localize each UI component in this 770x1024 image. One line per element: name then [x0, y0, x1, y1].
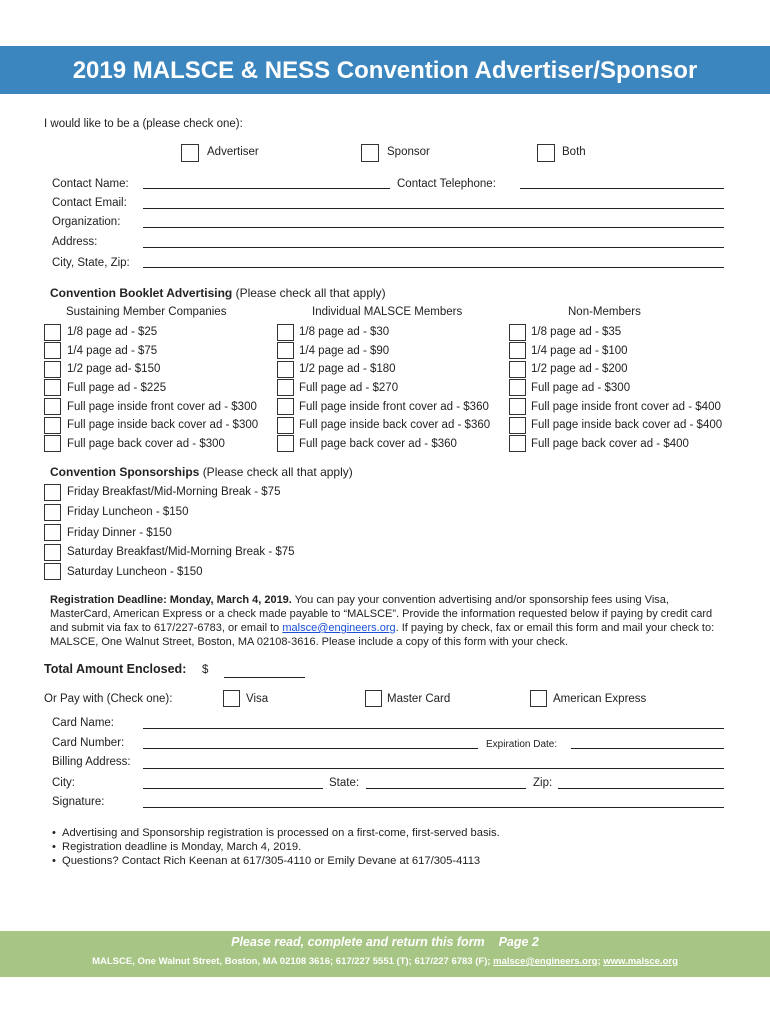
sponsorship-title: Convention Sponsorships	[50, 465, 200, 479]
sustaining-header: Sustaining Member Companies	[66, 306, 227, 318]
nonmember-eighth-label: 1/8 page ad - $35	[531, 326, 622, 338]
sustaining-back-cover-label: Full page back cover ad - $300	[67, 438, 225, 450]
visa-label: Visa	[246, 693, 269, 705]
nonmember-back-cover-checkbox[interactable]	[509, 435, 526, 452]
contact-email-field[interactable]	[143, 208, 724, 209]
currency-symbol: $	[202, 664, 209, 676]
contact-email-label: Contact Email:	[52, 197, 127, 209]
individual-back-cover-checkbox[interactable]	[277, 435, 294, 452]
sustaining-front-cover-label: Full page inside front cover ad - $300	[67, 401, 257, 413]
sponsor-checkbox[interactable]	[361, 144, 379, 162]
footer-address: MALSCE, One Walnut Street, Boston, MA 02108 3616; 617/227 5551 (T); 617/227 6783 (F);	[92, 956, 494, 967]
address-label: Address:	[52, 236, 98, 248]
sustaining-inside-back-checkbox[interactable]	[44, 417, 61, 434]
pay-with-label: Or Pay with (Check one):	[44, 693, 173, 705]
friday-dinner-label: Friday Dinner - $150	[67, 527, 172, 539]
friday-luncheon-checkbox[interactable]	[44, 504, 61, 521]
sponsorship-section-heading	[50, 465, 353, 479]
mastercard-label: Master Card	[387, 693, 451, 705]
nonmember-inside-back-checkbox[interactable]	[509, 417, 526, 434]
card-number-label: Card Number:	[52, 737, 125, 749]
contact-telephone-field[interactable]	[520, 188, 724, 189]
both-label: Both	[562, 146, 586, 158]
advertiser-checkbox[interactable]	[181, 144, 199, 162]
signature-field[interactable]	[143, 807, 724, 808]
city-state-zip-label: City, State, Zip:	[52, 257, 130, 269]
individual-back-cover-label: Full page back cover ad - $360	[299, 438, 457, 450]
organization-label: Organization:	[52, 216, 121, 228]
contact-name-label: Contact Name:	[52, 178, 129, 190]
expiration-label: Expiration Date:	[486, 739, 558, 750]
expiration-field[interactable]	[571, 748, 724, 749]
nonmember-inside-back-label: Full page inside back cover ad - $400	[531, 419, 723, 431]
footer-instruction: Please read, complete and return this form Page 2	[231, 935, 539, 949]
billing-address-label: Billing Address:	[52, 756, 131, 768]
sustaining-quarter-checkbox[interactable]	[44, 342, 61, 359]
billing-zip-field[interactable]	[558, 788, 724, 789]
individual-header: Individual MALSCE Members	[312, 306, 463, 318]
nonmember-half-checkbox[interactable]	[509, 361, 526, 378]
footer-separator: ;	[597, 956, 604, 967]
nonmember-half-label: 1/2 page ad - $200	[531, 363, 628, 375]
friday-dinner-checkbox[interactable]	[44, 524, 61, 541]
nonmember-full-label: Full page ad - $300	[531, 382, 631, 394]
saturday-luncheon-label: Saturday Luncheon - $150	[67, 566, 203, 578]
sustaining-half-checkbox[interactable]	[44, 361, 61, 378]
deadline-text-2: . If paying by check, fax or email this form and mail your check to: MALSCE, One Walnut Street, Boston, MA 02108-3616. Please include a copy of this form with your check.	[50, 622, 715, 648]
individual-front-cover-label: Full page inside front cover ad - $360	[299, 401, 489, 413]
both-checkbox[interactable]	[537, 144, 555, 162]
individual-half-label: 1/2 page ad - $180	[299, 363, 396, 375]
nonmember-front-cover-checkbox[interactable]	[509, 398, 526, 415]
organization-field[interactable]	[143, 227, 724, 228]
contact-telephone-label: Contact Telephone:	[397, 178, 496, 190]
nonmember-header: Non-Members	[568, 306, 641, 318]
saturday-luncheon-checkbox[interactable]	[44, 563, 61, 580]
nonmember-eighth-checkbox[interactable]	[509, 324, 526, 341]
nonmember-front-cover-label: Full page inside front cover ad - $400	[531, 401, 721, 413]
card-name-label: Card Name:	[52, 717, 114, 729]
booklet-section-heading	[50, 286, 386, 300]
nonmember-full-checkbox[interactable]	[509, 379, 526, 396]
deadline-text-1: You can pay your convention advertising and/or sponsorship fees using Visa, MasterCard, American Express or a check made payable to “MALSCE”. Provide the information requested below if paying by credit card and submit via fax to 617/227-6783, or email to	[50, 594, 713, 634]
total-amount-label: Total Amount Enclosed:	[44, 662, 187, 676]
billing-address-field[interactable]	[143, 768, 724, 769]
advertiser-label: Advertiser	[207, 146, 259, 158]
sustaining-full-label: Full page ad - $225	[67, 382, 167, 394]
individual-inside-back-label: Full page inside back cover ad - $360	[299, 419, 491, 431]
card-name-field[interactable]	[143, 728, 724, 729]
signature-label: Signature:	[52, 796, 105, 808]
booklet-title: Convention Booklet Advertising	[50, 286, 233, 300]
individual-eighth-checkbox[interactable]	[277, 324, 294, 341]
sponsor-label: Sponsor	[387, 146, 430, 158]
nonmember-quarter-checkbox[interactable]	[509, 342, 526, 359]
visa-checkbox[interactable]	[223, 690, 240, 707]
friday-breakfast-checkbox[interactable]	[44, 484, 61, 501]
billing-zip-label: Zip:	[533, 777, 553, 789]
sustaining-eighth-checkbox[interactable]	[44, 324, 61, 341]
footer-website-link[interactable]: www.malsce.org	[603, 956, 678, 967]
friday-luncheon-label: Friday Luncheon - $150	[67, 506, 189, 518]
sustaining-half-label: 1/2 page ad- $150	[67, 363, 161, 375]
nonmember-back-cover-label: Full page back cover ad - $400	[531, 438, 689, 450]
saturday-breakfast-checkbox[interactable]	[44, 544, 61, 561]
sustaining-front-cover-checkbox[interactable]	[44, 398, 61, 415]
sustaining-full-checkbox[interactable]	[44, 379, 61, 396]
note-item: • Registration deadline is Monday, March 4, 2019.	[52, 840, 732, 854]
sustaining-eighth-label: 1/8 page ad - $25	[67, 326, 158, 338]
billing-state-field[interactable]	[366, 788, 526, 789]
card-number-field[interactable]	[143, 748, 478, 749]
note-item: • Advertising and Sponsorship registration is processed on a first-come, first-served basis.	[52, 826, 732, 840]
friday-breakfast-label: Friday Breakfast/Mid-Morning Break - $75	[67, 486, 281, 498]
individual-full-checkbox[interactable]	[277, 379, 294, 396]
individual-quarter-checkbox[interactable]	[277, 342, 294, 359]
individual-half-checkbox[interactable]	[277, 361, 294, 378]
page-title: 2019 MALSCE & NESS Convention Advertiser/Sponsor	[0, 46, 770, 94]
choice-prompt: I would like to be a (please check one):	[44, 118, 243, 130]
total-amount-field[interactable]	[224, 677, 305, 678]
contact-name-field[interactable]	[143, 188, 390, 189]
page-footer	[0, 931, 770, 977]
individual-front-cover-checkbox[interactable]	[277, 398, 294, 415]
deadline-bold: Registration Deadline: Monday, March 4, 2019.	[50, 594, 292, 606]
saturday-breakfast-label: Saturday Breakfast/Mid-Morning Break - $75	[67, 546, 295, 558]
sponsorship-note: (Please check all that apply)	[202, 465, 353, 479]
billing-city-field[interactable]	[143, 788, 323, 789]
individual-eighth-label: 1/8 page ad - $30	[299, 326, 390, 338]
footer-email-link[interactable]: malsce@engineers.org	[493, 956, 598, 967]
individual-full-label: Full page ad - $270	[299, 382, 399, 394]
amex-checkbox[interactable]	[530, 690, 547, 707]
footer-address-line	[0, 956, 770, 967]
address-field[interactable]	[143, 247, 724, 248]
billing-state-label: State:	[329, 777, 360, 789]
sustaining-back-cover-checkbox[interactable]	[44, 435, 61, 452]
sustaining-quarter-label: 1/4 page ad - $75	[67, 345, 158, 357]
note-item: • Questions? Contact Rich Keenan at 617/305-4110 or Emily Devane at 617/305-4113	[52, 854, 732, 868]
deadline-email-link[interactable]: malsce@engineers.org	[282, 622, 396, 634]
billing-city-label: City:	[52, 777, 75, 789]
booklet-note: (Please check all that apply)	[235, 286, 386, 300]
individual-quarter-label: 1/4 page ad - $90	[299, 345, 390, 357]
city-state-zip-field[interactable]	[143, 267, 724, 268]
individual-inside-back-checkbox[interactable]	[277, 417, 294, 434]
nonmember-quarter-label: 1/4 page ad - $100	[531, 345, 628, 357]
amex-label: American Express	[553, 693, 647, 705]
notes-list	[52, 826, 732, 869]
sustaining-inside-back-label: Full page inside back cover ad - $300	[67, 419, 259, 431]
deadline-paragraph	[50, 593, 730, 649]
mastercard-checkbox[interactable]	[365, 690, 382, 707]
